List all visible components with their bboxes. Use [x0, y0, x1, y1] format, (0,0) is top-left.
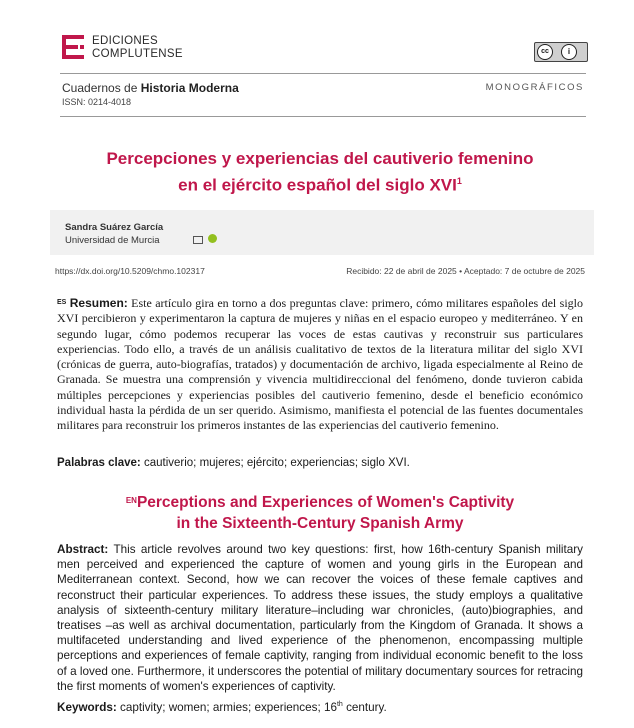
article-title: [40, 148, 600, 197]
header-rule: [60, 73, 586, 74]
palabras-clave-label: Palabras clave:: [57, 457, 141, 469]
title-line1: Percepciones y experiencias del cautiverio femenino: [106, 149, 534, 168]
resumen-text: Este artículo gira en torno a dos preguntas clave: primero, cómo militares españoles del siglo XVI percibieron y experimentaron la captura de mujeres y niñas en el espacio europeo y mediterráneo. Y en segundo lugar, cómo podemos recuperar las voces de estas cautivas y reconstruir sus particulares experiencias. Todo ello, a través de un análisis cualitativo de textos de la literatura militar del siglo XVI (crónicas de guerra, auto-biografías, tratados) y documentación de archivo, ligada especialmente al Reino de Granada. Se muestra una comprensión y vivencia multidireccional del fenómeno, donde tuvieron cabida múltiples percepciones y experiencias posibles del cautiverio femenino, desde el beneficio económico individual hasta la pérdida de un ser querido. Asimismo, manifiesta el potencial de las fuentes documentales militares para reconstruir los primeros instantes de las experiencias del cautiverio femenino.: [57, 296, 584, 433]
orcid-icon[interactable]: [208, 234, 217, 243]
palabras-clave-text: cautiverio; mujeres; ejército; experiencias; siglo XVI.: [143, 457, 410, 469]
abstract-text: This article revolves around two key questions: first, how 16th-century Spanish military men perceived and experienced the capture of women and young girls in the European and Mediterranean context. Second, how we can recover the voices of these female captives and reconstruct their particular experiences. To address these issues, the study employs a qualitative analysis of sixteenth-century military literature–including war chronicles, (auto)biographies, and treatises –as well as archival documentation, particularly from the Kingdom of Granada. It shows a multifaceted understanding and lived experience of the phenomenon, encompassing multiple perceptions and experiences of female captivity, ranging from individual economic benefit to the loss of a loved one. Furthermore, it underscores the potential of military documentary sources for retracing the first moments of women's experiences of captivity.: [57, 543, 583, 693]
doi-link[interactable]: https://dx.doi.org/10.5209/chmo.102317: [55, 266, 205, 276]
en-title-line1: Perceptions and Experiences of Women's Captivity: [136, 494, 515, 511]
keywords-en: [57, 701, 387, 714]
keywords-sup: th: [336, 701, 343, 709]
author-affiliation: Universidad de Murcia: [65, 235, 160, 246]
journal-title: [62, 81, 239, 95]
keywords-label: Keywords:: [57, 701, 117, 714]
keywords-text: captivity; women; armies; experiences; 16: [120, 701, 337, 714]
abstract-es: [57, 295, 583, 434]
issn: ISSN: 0214-4018: [62, 97, 132, 107]
title-line2: en el ejército español del siglo XVI: [178, 175, 457, 195]
email-icon[interactable]: [193, 236, 203, 244]
cc-by-license-badge[interactable]: [534, 42, 588, 62]
author-name: Sandra Suárez García: [65, 222, 164, 233]
ediciones-complutense-logo-icon: [62, 35, 84, 59]
journal-prefix: Cuadernos de: [62, 81, 141, 95]
publisher-name: [92, 35, 183, 61]
keywords-es: [57, 457, 410, 469]
keywords-end: century.: [342, 701, 387, 714]
abstract-en: [57, 542, 583, 694]
resumen-label: Resumen:: [69, 296, 128, 310]
header-rule-bottom: [60, 116, 586, 117]
cc-icon: cc: [537, 44, 553, 60]
lang-tag-es: ES: [57, 299, 67, 306]
publisher-line2: COMPLUTENSE: [92, 48, 183, 60]
en-title-line2: in the Sixteenth-Century Spanish Army: [176, 515, 464, 532]
journal-name: Historia Moderna: [140, 81, 239, 95]
abstract-label: Abstract:: [57, 543, 109, 556]
received-accepted-dates: Recibido: 22 de abril de 2025 • Aceptado: 7 de octubre de 2025: [346, 266, 585, 276]
publisher-line1: EDICIONES: [92, 35, 158, 47]
english-title: [40, 490, 600, 534]
by-attribution-icon: i: [561, 44, 577, 60]
title-footnote[interactable]: 1: [456, 176, 462, 186]
lang-tag-en: EN: [125, 496, 137, 505]
section-label: MONOGRÁFICOS: [485, 82, 584, 93]
